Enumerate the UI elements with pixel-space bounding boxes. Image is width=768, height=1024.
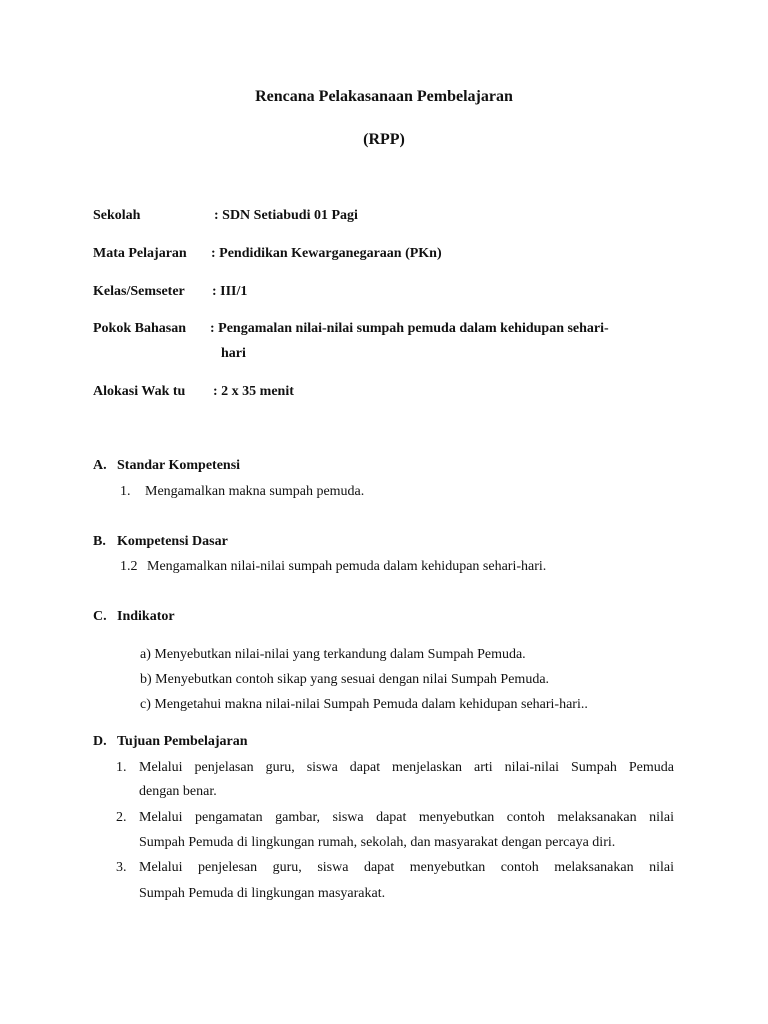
- list-item-text: Mengamalkan makna sumpah pemuda.: [145, 484, 365, 499]
- section-heading: Kompetensi Dasar: [117, 534, 228, 549]
- indicator-item-c: c) Mengetahui makna nilai-nilai Sumpah Pemuda dalam kehidupan sehari-hari..: [140, 697, 588, 712]
- section-letter: D.: [93, 734, 107, 749]
- goal-item-number: 2.: [116, 810, 127, 825]
- goal-item-text-line1: Melalui penjelasan guru, siswa dapat menjelaskan arti nilai-nilai Sumpah Pemuda: [139, 760, 674, 775]
- info-label-kelas-semester: Kelas/Semseter: [93, 284, 185, 299]
- list-item-number: 1.: [120, 484, 131, 499]
- document-title: Rencana Pelakasanaan Pembelajaran: [255, 88, 513, 105]
- goal-item-text-line2: Sumpah Pemuda di lingkungan rumah, sekolah, dan masyarakat dengan percaya diri.: [139, 835, 616, 850]
- indicator-item-a: a) Menyebutkan nilai-nilai yang terkandung dalam Sumpah Pemuda.: [140, 647, 526, 662]
- document-subtitle: (RPP): [363, 131, 405, 148]
- info-value-mata-pelajaran: : Pendidikan Kewarganegaraan (PKn): [211, 246, 442, 261]
- goal-item-text-line1: Melalui pengamatan gambar, siswa dapat menyebutkan contoh melaksanakan nilai: [139, 810, 674, 825]
- info-value-alokasi-waktu: : 2 x 35 menit: [213, 384, 294, 399]
- info-label-sekolah: Sekolah: [93, 208, 141, 223]
- goal-item-number: 3.: [116, 860, 127, 875]
- indicator-item-b: b) Menyebutkan contoh sikap yang sesuai dengan nilai Sumpah Pemuda.: [140, 672, 550, 687]
- section-heading: Indikator: [117, 609, 175, 624]
- info-value-pokok-bahasan: : Pengamalan nilai-nilai sumpah pemuda dalam kehidupan sehari-: [210, 321, 609, 336]
- list-item-number: 1.2: [120, 559, 138, 574]
- section-heading: Tujuan Pembelajaran: [117, 734, 248, 749]
- section-heading: Standar Kompetensi: [117, 458, 241, 473]
- info-value-pokok-bahasan-cont: hari: [221, 346, 246, 361]
- info-label-alokasi-waktu: Alokasi Wak tu: [93, 384, 186, 399]
- goal-item-text-line2: Sumpah Pemuda di lingkungan masyarakat.: [139, 886, 386, 901]
- goal-item-number: 1.: [116, 760, 127, 775]
- section-letter: A.: [93, 458, 107, 473]
- info-value-sekolah: : SDN Setiabudi 01 Pagi: [214, 208, 358, 223]
- info-label-mata-pelajaran: Mata Pelajaran: [93, 246, 187, 261]
- section-letter: B.: [93, 534, 106, 549]
- info-value-kelas-semester: : III/1: [212, 284, 248, 299]
- list-item-text: Mengamalkan nilai-nilai sumpah pemuda dalam kehidupan sehari-hari.: [147, 559, 547, 574]
- goal-item-text-line2: dengan benar.: [139, 784, 217, 799]
- section-letter: C.: [93, 609, 107, 624]
- info-label-pokok-bahasan: Pokok Bahasan: [93, 321, 186, 336]
- goal-item-text-line1: Melalui penjelesan guru, siswa dapat menyebutkan contoh melaksanakan nilai: [139, 860, 674, 875]
